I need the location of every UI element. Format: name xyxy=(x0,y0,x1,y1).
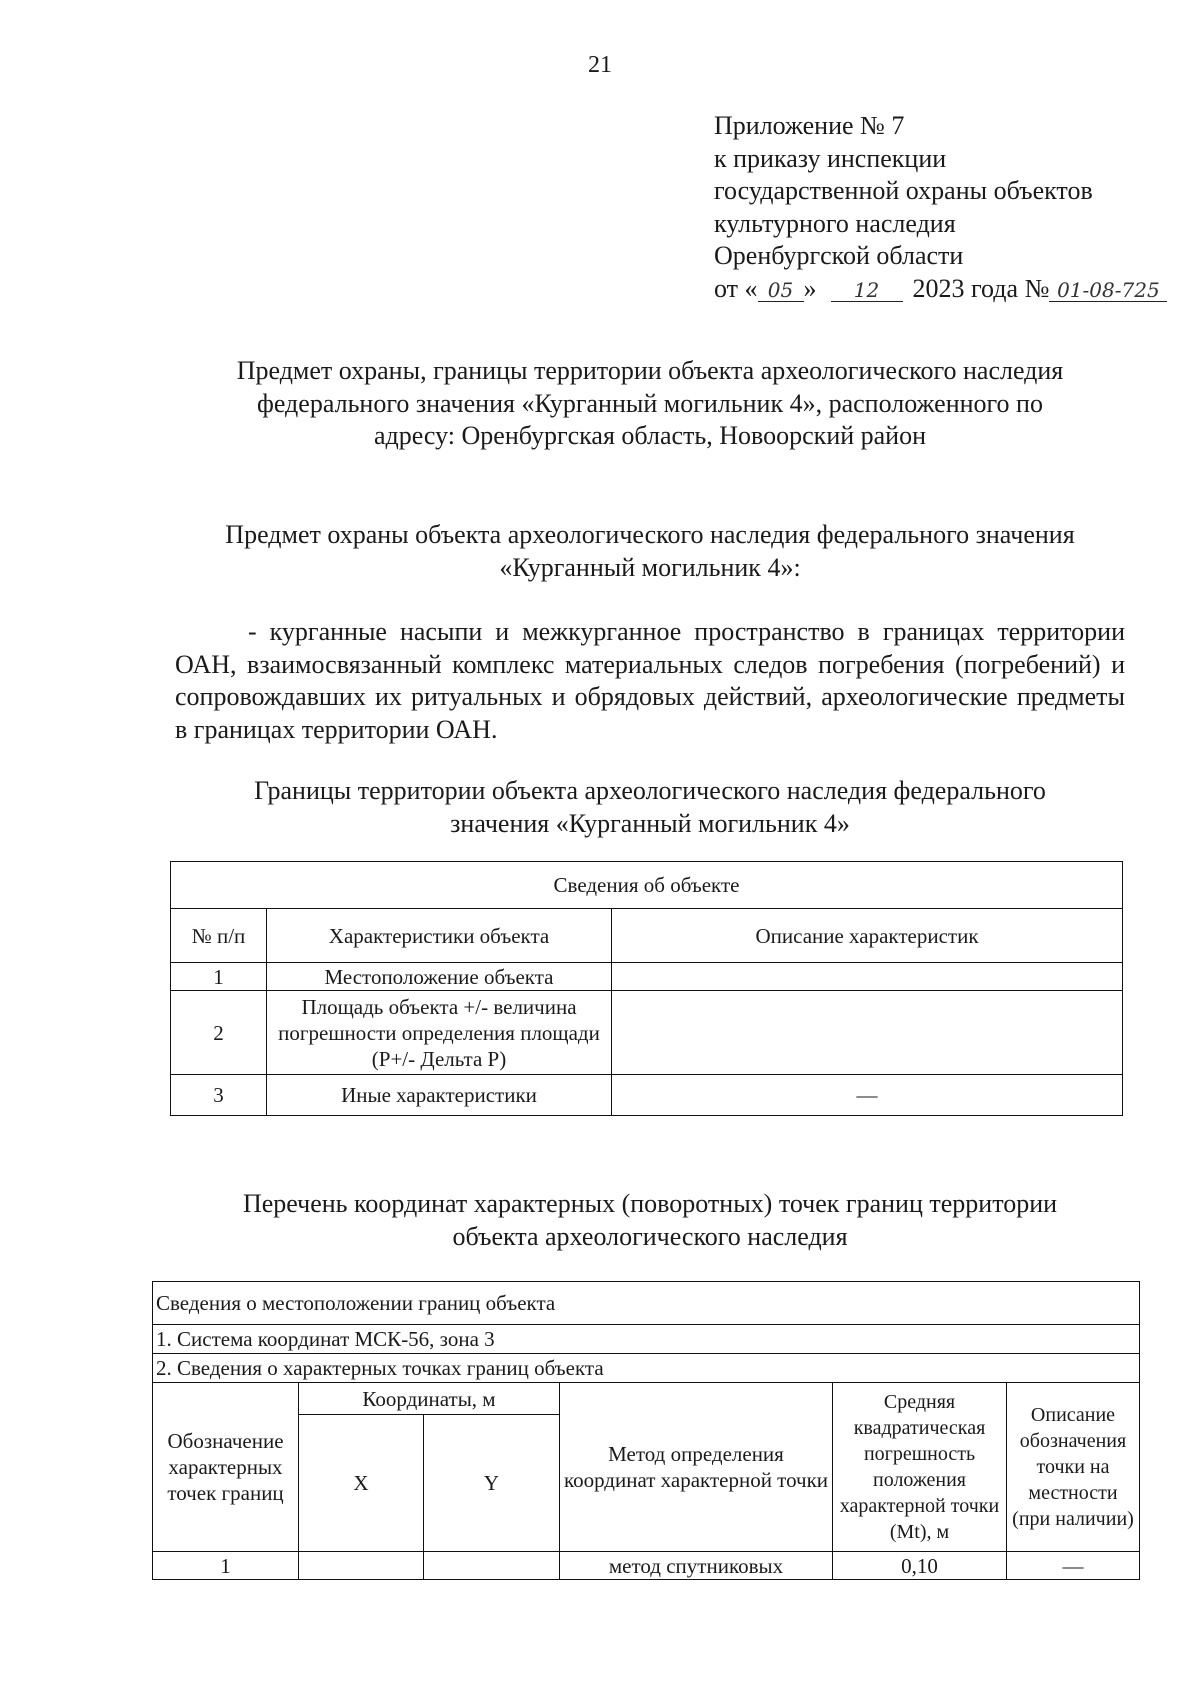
column-header: Описание обозначения точки на местности (при наличии) xyxy=(1007,1383,1140,1552)
column-header: Y xyxy=(424,1415,560,1552)
title-line: федерального значения «Курганный могильник 4», расположенного по xyxy=(257,388,1043,418)
title-line: Предмет охраны, границы территории объекта археологического наследия xyxy=(236,356,1064,385)
heading-line: значения «Курганный могильник 4» xyxy=(450,808,850,838)
table-cell: 3 xyxy=(171,1075,267,1116)
heading-line: Границы территории объекта археологического наследия федерального xyxy=(254,776,1046,805)
table-cell: 2 xyxy=(171,991,267,1075)
table-cell: 1 xyxy=(153,1552,299,1580)
column-header: Обозначение характерных точек границ xyxy=(153,1383,299,1552)
page-number: 21 xyxy=(588,52,612,78)
appendix-line: Приложение № 7 xyxy=(714,111,905,140)
coordinates-table xyxy=(152,1281,1140,1580)
points-title-row: 2. Сведения о характерных точках границ объекта xyxy=(153,1354,1140,1383)
column-header: Координаты, м xyxy=(299,1383,560,1415)
handwritten-number: 01-08-725 xyxy=(1049,279,1167,302)
heading-line: «Курганный могильник 4»: xyxy=(499,552,801,582)
table-cell: — xyxy=(612,1075,1123,1116)
column-header: Средняя квадратическая погрешность положения характерной точки (Mt), м xyxy=(833,1383,1007,1552)
appendix-block xyxy=(714,110,1167,305)
date-prefix: от « xyxy=(714,273,758,303)
heading-line: Предмет охраны объекта археологического наследия федерального значения xyxy=(225,520,1075,549)
appendix-line: государственной охраны объектов xyxy=(714,176,1093,205)
borders-heading xyxy=(170,775,1130,840)
appendix-date-line xyxy=(714,273,1167,306)
table-cell: метод спутниковых xyxy=(560,1552,833,1580)
handwritten-day: 05 xyxy=(758,279,804,302)
table-caption: Сведения об объекте xyxy=(171,862,1123,909)
date-quote: » xyxy=(803,273,817,303)
title-line: адресу: Оренбургская область, Новоорский район xyxy=(373,421,927,450)
appendix-line: культурного наследия xyxy=(714,208,956,238)
table-cell xyxy=(612,991,1123,1075)
table-cell: Местоположение объекта xyxy=(267,963,612,991)
object-info-table xyxy=(170,861,1123,1116)
column-header: Описание характеристик xyxy=(612,909,1123,963)
coordinates-heading xyxy=(170,1188,1130,1253)
table-cell: — xyxy=(1007,1552,1140,1580)
handwritten-month: 12 xyxy=(831,279,903,302)
table-cell: 1 xyxy=(171,963,267,991)
appendix-line: Оренбургской области xyxy=(714,241,964,270)
table-cell xyxy=(299,1552,424,1580)
column-header: № п/п xyxy=(171,909,267,963)
table-cell: Площадь объекта +/- величина погрешности определения площади (Р+/- Дельта Р) xyxy=(267,991,612,1075)
table-title-row: Сведения о местоположении границ объекта xyxy=(153,1282,1140,1325)
column-header: Характеристики объекта xyxy=(267,909,612,963)
table-cell xyxy=(424,1552,560,1580)
table-cell: 0,10 xyxy=(833,1552,1007,1580)
protection-heading xyxy=(170,519,1130,584)
table-cell xyxy=(612,963,1123,991)
year-text: 2023 года № xyxy=(912,273,1050,303)
document-title xyxy=(170,355,1130,453)
column-header: X xyxy=(299,1415,424,1552)
appendix-line: к приказу инспекции xyxy=(714,143,947,173)
heading-line: Перечень координат характерных (поворотных) точек границ территории xyxy=(242,1189,1058,1218)
column-header: Метод определения координат характерной точки xyxy=(560,1383,833,1552)
protection-paragraph: - курганные насыпи и межкурганное пространство в границах территории ОАН, взаимосвязанный комплекс материальных следов погребения (погребений) и сопровождавших их ритуальных и обрядовых действий, археологические предметы в границах территории ОАН. xyxy=(175,617,1125,744)
coordinate-system-row: 1. Система координат МСК-56, зона 3 xyxy=(153,1325,1140,1354)
heading-line: объекта археологического наследия xyxy=(452,1221,848,1251)
table-cell: Иные характеристики xyxy=(267,1075,612,1116)
